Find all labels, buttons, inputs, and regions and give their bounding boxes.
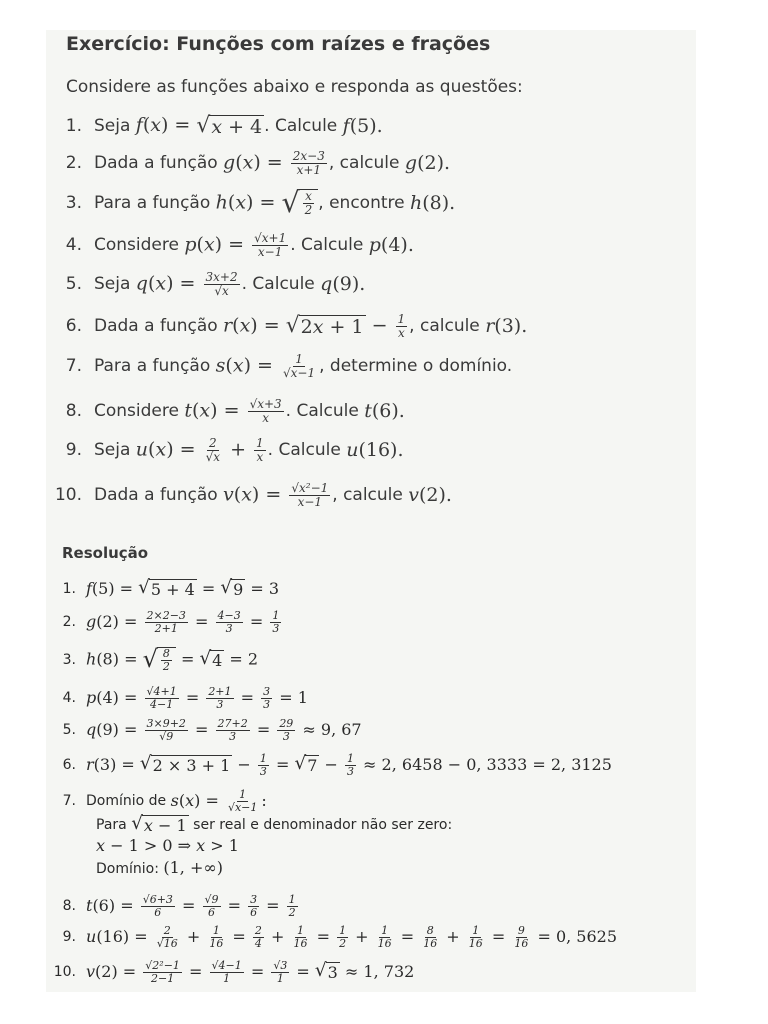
question-target: r(3). bbox=[485, 315, 528, 337]
question-formula: s(x) = $\frac{1}{√x-1}$ bbox=[215, 351, 316, 380]
question-formula: v(x) = $\frac{\text{√x²−1}}{x-1}$ bbox=[223, 480, 329, 509]
answer-formula: s(x) = $\frac{1}{√x-1}$ : bbox=[170, 787, 267, 814]
answer-number: 4. bbox=[62, 690, 76, 706]
answer-7 bbox=[0, 786, 740, 816]
question-formula: r(x) = √ 2 x + 1 − $\frac{1}{x}$ bbox=[223, 311, 406, 340]
answer-2 bbox=[0, 606, 740, 638]
question-formula: g(x) = $\frac{2x-3}{x+1}$ bbox=[223, 148, 325, 177]
question-text: , calcule bbox=[332, 485, 403, 505]
answer-text: Para bbox=[96, 817, 127, 833]
question-number: 2. bbox=[65, 153, 82, 173]
answer-7-line-3 bbox=[96, 836, 239, 855]
question-target: v(2). bbox=[408, 484, 452, 506]
answer-formula: v(2) = $\frac{\text{√2²−1}}{2-1}$ = $\frac{√4-1}{1}$ = $\frac{√3}{1}$ = √ 3 ≈ 1, 732 bbox=[86, 958, 415, 985]
question-number: 4. bbox=[65, 235, 82, 255]
question-number: 6. bbox=[65, 316, 82, 336]
question-6 bbox=[0, 308, 740, 344]
question-text: Dada a função bbox=[94, 316, 218, 336]
question-number: 10. bbox=[54, 485, 82, 505]
question-number: 3. bbox=[65, 193, 82, 213]
question-text: Para a função bbox=[94, 356, 211, 376]
question-7 bbox=[0, 348, 740, 384]
answer-text: Domínio de bbox=[86, 793, 167, 809]
question-text: , calcule bbox=[328, 153, 400, 173]
resolution-title: Resolução bbox=[62, 544, 149, 562]
question-formula: h(x) = √ $\frac{x}{2}$ bbox=[216, 189, 319, 218]
answer-9 bbox=[0, 921, 740, 953]
answer-1 bbox=[0, 575, 740, 603]
question-text: , encontre bbox=[318, 193, 405, 213]
answer-7-line-2 bbox=[96, 814, 452, 835]
answer-formula: h(8) = √ $\frac{8}{2}$ = √ 4 = 2 bbox=[86, 645, 259, 673]
question-number: 1. bbox=[65, 116, 82, 136]
answer-10 bbox=[0, 956, 740, 988]
question-text: Seja bbox=[94, 440, 131, 460]
answer-formula: f(5) = √ 5 + 4 = √ 9 = 3 bbox=[86, 577, 280, 600]
question-target: h(8). bbox=[410, 192, 456, 214]
answer-number: 6. bbox=[62, 757, 76, 773]
question-formula: p(x) = $\frac{√x+1}{x-1}$ bbox=[184, 230, 287, 259]
answer-number: 10. bbox=[53, 964, 76, 980]
question-number: 7. bbox=[65, 356, 82, 376]
answer-formula: p(4) = $\frac{√4+1}{4-1}$ = $\frac{2+1}{3}$ = $\frac{3}{3}$ = 1 bbox=[86, 684, 308, 711]
question-text: Considere bbox=[94, 235, 179, 255]
question-target: q(9). bbox=[320, 273, 366, 295]
question-target: p(4). bbox=[368, 234, 414, 256]
answer-7-line-4 bbox=[96, 858, 223, 877]
answer-formula: (1, +∞) bbox=[163, 858, 223, 877]
question-10 bbox=[0, 477, 740, 513]
question-text: Considere bbox=[94, 401, 179, 421]
question-text: Seja bbox=[94, 116, 131, 136]
question-formula: q(x) = $\frac{3x+2}{√x}$ bbox=[135, 269, 238, 298]
answer-formula: q(9) = $\frac{3\times 9+2}{√9}$ = $\frac{27+2}{3}$ = $\frac{29}{3}$ ≈ 9, 67 bbox=[86, 716, 362, 743]
question-target: t(6). bbox=[364, 400, 405, 422]
question-text: . Calcule bbox=[264, 116, 338, 136]
intro-text: Considere as funções abaixo e responda as questões: bbox=[66, 77, 523, 97]
question-target: f(5). bbox=[342, 115, 383, 137]
question-9 bbox=[0, 432, 740, 468]
answer-formula: r(3) = √ 2 × 3 + 1 − $\frac{1}{3}$ = √ 7 − $\frac{1}{3}$ ≈ 2, 6458 − 0, 3333 = 2, 3125 bbox=[86, 751, 612, 778]
answer-5 bbox=[0, 714, 740, 746]
question-text: . Calcule bbox=[241, 274, 315, 294]
question-formula: u(x) = $\frac{2}{√x}$ + $\frac{1}{x}$ bbox=[135, 435, 264, 464]
question-8 bbox=[0, 393, 740, 429]
answer-formula: t(6) = $\frac{√6+3}{6}$ = $\frac{√9}{6}$ = $\frac{3}{6}$ = $\frac{1}{2}$ bbox=[86, 892, 296, 919]
question-1 bbox=[0, 108, 740, 144]
question-4 bbox=[0, 227, 740, 263]
question-text: . Calcule bbox=[285, 401, 359, 421]
answer-formula: x − 1 > 0 ⇒ x > 1 bbox=[96, 836, 239, 855]
answer-formula: √ x − 1 bbox=[131, 812, 187, 835]
question-text: Para a função bbox=[94, 193, 211, 213]
question-number: 8. bbox=[65, 401, 82, 421]
answer-number: 8. bbox=[62, 898, 76, 914]
question-text: Dada a função bbox=[94, 153, 218, 173]
answer-3 bbox=[0, 643, 740, 677]
question-text: , calcule bbox=[409, 316, 480, 336]
answer-formula: g(2) = $\frac{2\times 2-3}{2+1}$ = $\frac{4-3}{3}$ = $\frac{1}{3}$ bbox=[86, 608, 280, 635]
question-formula: t(x) = $\frac{√x+3}{x}$ bbox=[184, 396, 282, 425]
question-2 bbox=[0, 145, 740, 181]
answer-4 bbox=[0, 682, 740, 714]
question-text: Dada a função bbox=[94, 485, 218, 505]
question-text: . Calcule bbox=[290, 235, 364, 255]
answer-number: 9. bbox=[62, 929, 76, 945]
question-number: 9. bbox=[65, 440, 82, 460]
question-number: 5. bbox=[65, 274, 82, 294]
answer-number: 1. bbox=[62, 581, 76, 597]
question-text: Seja bbox=[94, 274, 131, 294]
answer-number: 2. bbox=[62, 614, 76, 630]
answer-formula: u(16) = $\frac{2}{√16}$ + $\frac{1}{16}$ = $\frac{2}{4}$ + $\frac{1}{16}$ = $\frac{1}{2}$ + $\frac{1}{16}$ = $\frac{8}{16}$ + $\frac{1}{16}$ = $\frac{9}{16}$ = 0, 5625 bbox=[86, 923, 618, 950]
question-target: u(16). bbox=[346, 439, 404, 461]
answer-number: 3. bbox=[62, 652, 76, 668]
question-3 bbox=[0, 185, 740, 221]
page-title: Exercício: Funções com raízes e frações bbox=[66, 33, 491, 55]
answer-text: ser real e denominador não ser zero: bbox=[193, 817, 453, 833]
question-text: . Calcule bbox=[267, 440, 341, 460]
question-text: , determine o domínio. bbox=[319, 356, 513, 376]
answer-text: Domínio: bbox=[96, 861, 159, 877]
answer-number: 7. bbox=[62, 793, 76, 809]
question-target: g(2). bbox=[404, 152, 451, 174]
answer-6 bbox=[0, 750, 740, 780]
answer-number: 5. bbox=[62, 722, 76, 738]
question-5 bbox=[0, 266, 740, 302]
answer-8 bbox=[0, 890, 740, 922]
question-formula: f(x) = √ x + 4 bbox=[135, 112, 263, 138]
